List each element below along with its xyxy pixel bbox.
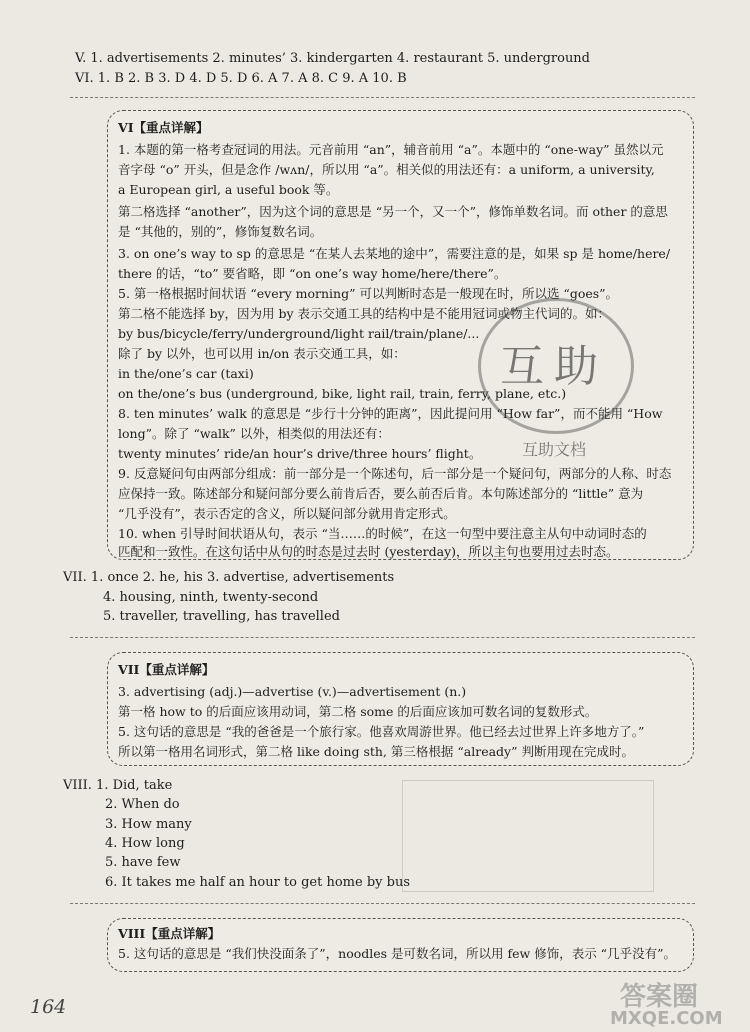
explanation-line: 3. advertising (adj.)—advertise (v.)—advertisement (n.)	[118, 684, 467, 699]
background-table-outline	[402, 780, 654, 892]
explanation-line: by bus/bicycle/ferry/underground/light rail/train/plane/...	[118, 326, 480, 341]
divider	[70, 637, 695, 638]
explanation-line: 9. 反意疑问句由两部分组成：前一部分是一个陈述句，后一部分是一个疑问句，两部分的人称、时态	[118, 466, 672, 481]
watermark-logo-url: MXQE.COM	[610, 1008, 723, 1029]
explanation-line: 5. 这句话的意思是 “我的爸爸是一个旅行家。他喜欢周游世界。他已经去过世界上许多地方了。”	[118, 724, 645, 739]
explanation-line: there 的话，“to” 要省略，即 “on one’s way home/here/there”。	[118, 266, 507, 281]
explanation-line: a European girl, a useful book 等。	[118, 182, 339, 197]
explanation-line: 5. 这句话的意思是 “我们快没面条了”，noodles 是可数名词，所以用 few 修饰，表示 “几乎没有”。	[118, 946, 676, 961]
box-title: VIII【重点详解】	[118, 926, 221, 941]
section-vi-answers: VI. 1. B 2. B 3. D 4. D 5. D 6. A 7. A 8. C 9. A 10. B	[75, 71, 407, 86]
explanation-line: “几乎没有”，表示否定的含义，所以疑问部分就用肯定形式。	[118, 506, 456, 521]
explanation-line: 音字母 “o” 开头，但是念作 /wʌn/，所以用 “a”。相关似的用法还有：a uniform, a university,	[118, 162, 655, 177]
explanation-line: 匹配和一致性。在这句话中从句的时态是过去时 (yesterday)，所以主句也要用过去时态。	[118, 544, 619, 559]
divider	[70, 97, 695, 98]
explanation-line: long”。除了 “walk” 以外，相类似的用法还有：	[118, 426, 390, 441]
section-v-answers: V. 1. advertisements 2. minutes’ 3. kindergarten 4. restaurant 5. underground	[75, 51, 591, 66]
explanation-line: 5. 第一格根据时间状语 “every morning” 可以判断时态是一般现在时，所以选 “goes”。	[118, 286, 619, 301]
explanation-line: twenty minutes’ ride/an hour’s drive/three hours’ flight。	[118, 446, 482, 461]
explanation-line: 是 “其他的，别的”，修饰复数名词。	[118, 224, 323, 239]
explanation-line: on the/one’s bus (underground, bike, light rail, train, ferry, plane, etc.)	[118, 386, 567, 401]
section-viii-answer-line: 6. It takes me half an hour to get home by bus	[105, 875, 410, 890]
explanation-line: 3. on one’s way to sp 的意思是 “在某人去某地的途中”，需要注意的是，如果 sp 是 home/here/	[118, 246, 671, 261]
explanation-box-vii	[107, 652, 694, 766]
section-vii-answer-line: 4. housing, ninth, twenty-second	[103, 590, 319, 605]
explanation-line: 所以第一格用名词形式，第二格 like doing sth, 第三格根据 “already” 判断用现在完成时。	[118, 744, 634, 759]
section-viii-answer-line: VIII. 1. Did, take	[63, 778, 173, 793]
explanation-line: 第二格选择 “another”，因为这个词的意思是 “另一个，又一个”，修饰单数名词。而 other 的意思	[118, 204, 668, 219]
explanation-line: 应保持一致。陈述部分和疑问部分要么前肯后否，要么前否后肯。本句陈述部分的 “little” 意为	[118, 486, 644, 501]
explanation-box-viii	[107, 918, 694, 972]
box-title: VII【重点详解】	[118, 662, 215, 677]
explanation-line: 第二格不能选择 by，因为用 by 表示交通工具的结构中是不能用冠词或物主代词的。如：	[118, 306, 611, 321]
section-viii-answer-line: 4. How long	[105, 836, 185, 851]
section-vii-answer-line: 5. traveller, travelling, has travelled	[103, 609, 340, 624]
watermark-seal-text: 互助	[500, 341, 608, 392]
explanation-line: 除了 by 以外，也可以用 in/on 表示交通工具，如：	[118, 346, 406, 361]
section-viii-answer-line: 5. have few	[105, 855, 181, 870]
explanation-line: 第一格 how to 的后面应该用动词，第二格 some 的后面应该加可数名词的复数形式。	[118, 704, 598, 719]
explanation-line: 8. ten minutes’ walk 的意思是 “步行十分钟的距离”，因此提问用 “How far”，而不能用 “How	[118, 406, 663, 421]
explanation-line: 1. 本题的第一格考查冠词的用法。元音前用 “an”，辅音前用 “a”。本题中的 “one-way” 虽然以元	[118, 142, 664, 157]
section-vii-answer-line: VII. 1. once 2. he, his 3. advertise, advertisements	[63, 570, 395, 585]
divider	[70, 903, 695, 904]
section-viii-answer-line: 2. When do	[105, 797, 180, 812]
watermark-caption: 互助文档	[522, 440, 587, 459]
explanation-line: in the/one’s car (taxi)	[118, 366, 254, 381]
box-title: VI【重点详解】	[118, 120, 209, 135]
explanation-line: 10. when 引导时间状语从句，表示 “当……的时候”，在这一句型中要注意主从句中动词时态的	[118, 526, 647, 541]
page-number: 164	[30, 996, 67, 1018]
watermark-logo-text: 答案圈	[620, 982, 699, 1012]
section-viii-answer-line: 3. How many	[105, 817, 192, 832]
